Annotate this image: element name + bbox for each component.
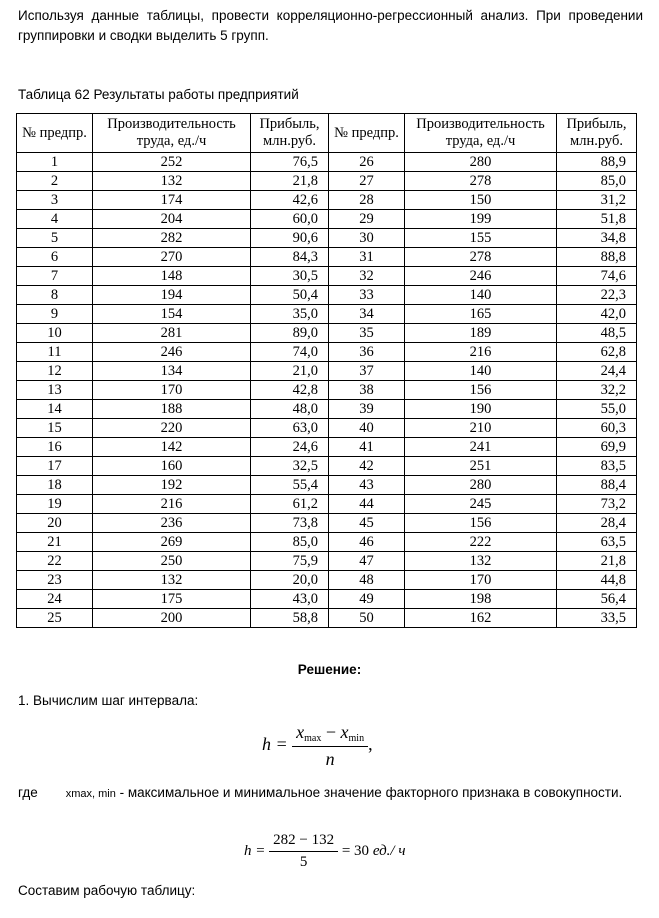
table-row <box>17 153 637 172</box>
table-cell: 28 <box>329 191 405 210</box>
table-cell: 281 <box>93 324 251 343</box>
table-row <box>17 172 637 191</box>
table-cell: 24 <box>17 590 93 609</box>
table-row <box>17 305 637 324</box>
table-cell: 20,0 <box>251 571 329 590</box>
table-row <box>17 476 637 495</box>
table-cell: 89,0 <box>251 324 329 343</box>
table-cell: 34,8 <box>557 229 637 248</box>
table-cell: 36 <box>329 343 405 362</box>
table-cell: 21,8 <box>557 552 637 571</box>
table-cell: 170 <box>93 381 251 400</box>
x-min-subscript: min <box>348 733 365 744</box>
table-cell: 140 <box>405 286 557 305</box>
table-cell: 30,5 <box>251 267 329 286</box>
table-cell: 174 <box>93 191 251 210</box>
formula-lhs: h = <box>262 734 288 755</box>
table-row <box>17 248 637 267</box>
table-cell: 3 <box>17 191 93 210</box>
table-cell: 132 <box>405 552 557 571</box>
table-cell: 51,8 <box>557 210 637 229</box>
table-cell: 28,4 <box>557 514 637 533</box>
table-cell: 88,8 <box>557 248 637 267</box>
table-cell: 198 <box>405 590 557 609</box>
table-cell: 134 <box>93 362 251 381</box>
table-cell: 31 <box>329 248 405 267</box>
table-cell: 278 <box>405 172 557 191</box>
table-cell: 48,0 <box>251 400 329 419</box>
table-cell: 216 <box>93 495 251 514</box>
table-cell: 26 <box>329 153 405 172</box>
table-cell: 49 <box>329 590 405 609</box>
table-cell: 165 <box>405 305 557 324</box>
table-cell: 222 <box>405 533 557 552</box>
table-cell: 37 <box>329 362 405 381</box>
table-row <box>17 191 637 210</box>
interval-formula <box>262 722 373 770</box>
table-cell: 33,5 <box>557 609 637 628</box>
table-cell: 236 <box>93 514 251 533</box>
table-cell: 150 <box>405 191 557 210</box>
table-cell: 55,4 <box>251 476 329 495</box>
table-cell: 56,4 <box>557 590 637 609</box>
table-cell: 190 <box>405 400 557 419</box>
table-cell: 90,6 <box>251 229 329 248</box>
table-cell: 88,9 <box>557 153 637 172</box>
table-cell: 156 <box>405 514 557 533</box>
table-row <box>17 457 637 476</box>
task-line-2: группировки и сводки выделить 5 групп. <box>18 28 269 43</box>
table-cell: 154 <box>93 305 251 324</box>
table-cell: 44 <box>329 495 405 514</box>
x-var: x <box>296 722 305 742</box>
table-row <box>17 229 637 248</box>
table-cell: 42,0 <box>557 305 637 324</box>
table-cell: 17 <box>17 457 93 476</box>
table-cell: 74,6 <box>557 267 637 286</box>
table-cell: 156 <box>405 381 557 400</box>
table-cell: 85,0 <box>557 172 637 191</box>
table-row <box>17 609 637 628</box>
table-row <box>17 286 637 305</box>
table-cell: 25 <box>17 609 93 628</box>
table-cell: 189 <box>405 324 557 343</box>
where-text <box>18 783 622 804</box>
table-cell: 83,5 <box>557 457 637 476</box>
table-cell: 21,8 <box>251 172 329 191</box>
table-cell: 29 <box>329 210 405 229</box>
header-cell: Производительность труда, ед./ч <box>93 114 251 153</box>
table-cell: 280 <box>405 476 557 495</box>
table-cell: 39 <box>329 400 405 419</box>
table-cell: 16 <box>17 438 93 457</box>
table-cell: 200 <box>93 609 251 628</box>
table-cell: 7 <box>17 267 93 286</box>
calc-fraction <box>269 832 338 871</box>
header-cell: № предпр. <box>329 114 405 153</box>
table-cell: 210 <box>405 419 557 438</box>
table-cell: 30 <box>329 229 405 248</box>
step-1-text: 1. Вычислим шаг интервала: <box>18 693 199 708</box>
solution-heading: Решение: <box>297 662 362 677</box>
table-cell: 14 <box>17 400 93 419</box>
table-row <box>17 324 637 343</box>
table-cell: 280 <box>405 153 557 172</box>
results-table <box>16 113 637 628</box>
table-cell: 162 <box>405 609 557 628</box>
table-cell: 245 <box>405 495 557 514</box>
table-cell: 19 <box>17 495 93 514</box>
table-cell: 188 <box>93 400 251 419</box>
table-row <box>17 533 637 552</box>
table-cell: 170 <box>405 571 557 590</box>
table-cell: 278 <box>405 248 557 267</box>
table-cell: 140 <box>405 362 557 381</box>
table-cell: 6 <box>17 248 93 267</box>
table-row <box>17 400 637 419</box>
table-cell: 12 <box>17 362 93 381</box>
table-cell: 23 <box>17 571 93 590</box>
header-cell: Прибыль, млн.руб. <box>251 114 329 153</box>
table-cell: 43,0 <box>251 590 329 609</box>
table-cell: 142 <box>93 438 251 457</box>
table-cell: 216 <box>405 343 557 362</box>
table-cell: 50,4 <box>251 286 329 305</box>
minus-sign: − <box>321 722 341 742</box>
table-cell: 42,8 <box>251 381 329 400</box>
table-cell: 282 <box>93 229 251 248</box>
table-cell: 132 <box>93 172 251 191</box>
table-cell: 27 <box>329 172 405 191</box>
table-cell: 43 <box>329 476 405 495</box>
table-cell: 62,8 <box>557 343 637 362</box>
table-cell: 22 <box>17 552 93 571</box>
table-cell: 5 <box>17 229 93 248</box>
table-cell: 246 <box>93 343 251 362</box>
xmax-min-label: xmax, min <box>65 788 116 800</box>
table-row <box>17 381 637 400</box>
table-cell: 48,5 <box>557 324 637 343</box>
table-cell: 13 <box>17 381 93 400</box>
table-cell: 21 <box>17 533 93 552</box>
table-cell: 38 <box>329 381 405 400</box>
table-cell: 48 <box>329 571 405 590</box>
table-cell: 148 <box>93 267 251 286</box>
table-cell: 21,0 <box>251 362 329 381</box>
table-cell: 24,4 <box>557 362 637 381</box>
header-cell: Производительность труда, ед./ч <box>405 114 557 153</box>
table-cell: 250 <box>93 552 251 571</box>
table-cell: 74,0 <box>251 343 329 362</box>
table-cell: 88,4 <box>557 476 637 495</box>
table-cell: 252 <box>93 153 251 172</box>
table-cell: 34 <box>329 305 405 324</box>
table-cell: 44,8 <box>557 571 637 590</box>
table-cell: 4 <box>17 210 93 229</box>
formula-denominator: n <box>325 749 335 769</box>
table-cell: 46 <box>329 533 405 552</box>
table-cell: 55,0 <box>557 400 637 419</box>
table-cell: 50 <box>329 609 405 628</box>
table-cell: 32,5 <box>251 457 329 476</box>
table-cell: 1 <box>17 153 93 172</box>
table-cell: 18 <box>17 476 93 495</box>
table-cell: 10 <box>17 324 93 343</box>
table-cell: 76,5 <box>251 153 329 172</box>
table-cell: 246 <box>405 267 557 286</box>
table-cell: 60,0 <box>251 210 329 229</box>
table-cell: 155 <box>405 229 557 248</box>
table-row <box>17 419 637 438</box>
task-text <box>18 6 643 46</box>
table-cell: 194 <box>93 286 251 305</box>
table-cell: 269 <box>93 533 251 552</box>
table-cell: 61,2 <box>251 495 329 514</box>
table-cell: 11 <box>17 343 93 362</box>
calc-unit: ед./ ч <box>372 842 406 859</box>
table-cell: 73,2 <box>557 495 637 514</box>
header-cell: № предпр. <box>17 114 93 153</box>
table-row <box>17 495 637 514</box>
table-cell: 58,8 <box>251 609 329 628</box>
table-header-row <box>17 114 637 153</box>
table-caption: Таблица 62 Результаты работы предприятий <box>18 87 299 102</box>
where-description: - максимальное и минимальное значение факторного признака в совокупности. <box>115 785 623 800</box>
table-cell: 63,5 <box>557 533 637 552</box>
x-max-subscript: max <box>304 733 322 744</box>
table-cell: 75,9 <box>251 552 329 571</box>
table-cell: 15 <box>17 419 93 438</box>
table-cell: 63,0 <box>251 419 329 438</box>
table-cell: 270 <box>93 248 251 267</box>
table-row <box>17 571 637 590</box>
table-cell: 73,8 <box>251 514 329 533</box>
table-cell: 204 <box>93 210 251 229</box>
table-row <box>17 590 637 609</box>
table-row <box>17 514 637 533</box>
table-row <box>17 343 637 362</box>
table-row <box>17 362 637 381</box>
table-cell: 35,0 <box>251 305 329 324</box>
table-cell: 160 <box>93 457 251 476</box>
worktable-intro: Составим рабочую таблицу: <box>18 883 196 898</box>
table-cell: 9 <box>17 305 93 324</box>
calc-lhs: h = <box>244 842 266 859</box>
table-cell: 24,6 <box>251 438 329 457</box>
formula-fraction <box>292 722 368 770</box>
calc-numerator: 282 − 132 <box>269 832 338 852</box>
table-row <box>17 438 637 457</box>
table-cell: 40 <box>329 419 405 438</box>
formula-numerator <box>292 722 368 747</box>
where-word: где <box>18 785 38 800</box>
table-cell: 32,2 <box>557 381 637 400</box>
table-cell: 220 <box>93 419 251 438</box>
table-cell: 251 <box>405 457 557 476</box>
table-cell: 31,2 <box>557 191 637 210</box>
table-cell: 60,3 <box>557 419 637 438</box>
table-cell: 2 <box>17 172 93 191</box>
table-cell: 35 <box>329 324 405 343</box>
table-row <box>17 210 637 229</box>
table-cell: 85,0 <box>251 533 329 552</box>
table-cell: 199 <box>405 210 557 229</box>
table-cell: 20 <box>17 514 93 533</box>
table-cell: 175 <box>93 590 251 609</box>
table-cell: 69,9 <box>557 438 637 457</box>
table-cell: 41 <box>329 438 405 457</box>
table-cell: 84,3 <box>251 248 329 267</box>
table-cell: 47 <box>329 552 405 571</box>
interval-calculation <box>244 832 406 871</box>
table-cell: 32 <box>329 267 405 286</box>
table-row <box>17 552 637 571</box>
calc-denominator: 5 <box>299 854 308 870</box>
task-line-1: Используя данные таблицы, провести корреляционно-регрессионный анализ. При проведении <box>18 8 643 23</box>
table-cell: 22,3 <box>557 286 637 305</box>
x-var: x <box>340 722 349 742</box>
table-row <box>17 267 637 286</box>
table-cell: 132 <box>93 571 251 590</box>
table-cell: 33 <box>329 286 405 305</box>
header-cell: Прибыль, млн.руб. <box>557 114 637 153</box>
table-cell: 192 <box>93 476 251 495</box>
formula-comma: , <box>368 734 373 755</box>
table-cell: 45 <box>329 514 405 533</box>
calc-result: = 30 <box>341 842 370 859</box>
table-cell: 42 <box>329 457 405 476</box>
table-cell: 8 <box>17 286 93 305</box>
table-cell: 241 <box>405 438 557 457</box>
table-cell: 42,6 <box>251 191 329 210</box>
